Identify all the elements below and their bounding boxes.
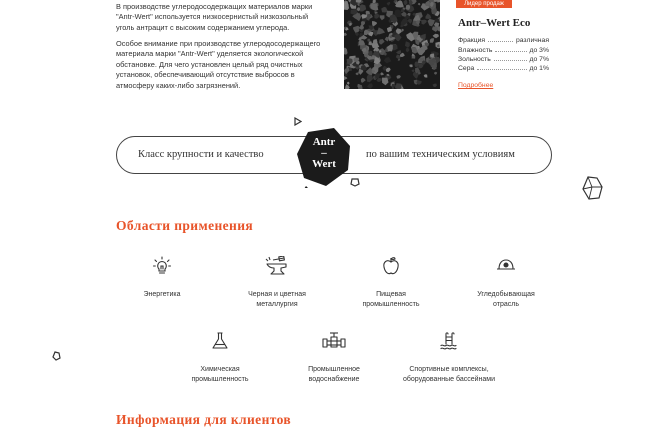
coal-lump — [361, 78, 366, 83]
coal-lump — [345, 84, 350, 89]
coal-lump — [384, 57, 392, 63]
coal-lump — [425, 1, 430, 7]
coal-lump — [382, 78, 389, 86]
coal-lump — [428, 19, 435, 27]
coal-texture — [344, 0, 440, 89]
pool-icon — [439, 331, 459, 351]
coal-lump — [396, 55, 401, 59]
coal-lump — [367, 83, 373, 88]
coal-lump — [405, 5, 410, 10]
coal-lump — [396, 50, 401, 54]
coal-lump — [395, 83, 401, 89]
coal-lump — [398, 59, 401, 61]
coal-lump — [359, 40, 366, 45]
coal-lump — [425, 13, 431, 19]
banner-left-text: Класс крупности и качество — [138, 149, 264, 160]
application-item-metallurgy — [222, 256, 332, 309]
coal-lump — [411, 69, 414, 72]
coal-lump — [432, 26, 438, 32]
application-label: Энергетика — [143, 291, 181, 298]
spec-row-ash: Зольность до 7% — [458, 56, 549, 63]
coal-lump — [396, 75, 401, 79]
coal-lump — [418, 3, 421, 5]
coal-lump — [407, 19, 412, 24]
coal-lump — [368, 41, 372, 45]
product-more-link[interactable]: Подробнее — [458, 82, 494, 89]
banner-right-text: по вашим техническим условиям — [366, 149, 515, 160]
coal-lump — [387, 44, 393, 51]
coal-lump — [430, 38, 434, 42]
spec-row-moisture: Влажность до 3% — [458, 47, 549, 54]
application-label: Промышленное водоснабжение — [308, 366, 360, 383]
application-label: Угледобывающая отрасль — [477, 291, 535, 308]
coal-lump — [344, 1, 349, 10]
coal-lump — [377, 78, 382, 82]
coal-lump — [385, 37, 389, 42]
coal-lump — [433, 84, 437, 88]
application-item-energy — [107, 256, 217, 300]
intro-paragraph-1: В производстве углеродосодержащих материалов марки "Antr-Wert" используется низкосернистый низкозольный уголь антрацит с высоким содержанием углерода. — [116, 2, 313, 32]
coal-lump — [372, 21, 377, 26]
application-label: Химическая промышленность — [191, 366, 249, 383]
coal-lump — [344, 76, 347, 80]
application-label: Черная и цветная металлургия — [248, 291, 306, 308]
coal-lump — [356, 72, 359, 75]
coal-lump — [380, 15, 385, 20]
coal-lump — [412, 13, 415, 16]
coal-lump — [421, 20, 427, 25]
coal-lump — [401, 29, 403, 32]
coal-lump — [389, 20, 393, 23]
coal-lump — [374, 13, 379, 19]
anvil-icon — [264, 256, 290, 276]
lightbulb-icon — [152, 256, 172, 276]
logo-text: Antr – Wert — [312, 136, 336, 170]
coal-lump — [381, 7, 388, 13]
rock-decor-icon — [350, 178, 360, 187]
application-item-water-supply — [279, 331, 389, 384]
coal-lump — [377, 27, 386, 34]
coal-product-image — [344, 0, 440, 89]
coal-lump — [433, 34, 439, 39]
application-item-sports-pools — [394, 331, 504, 384]
coal-lump — [400, 53, 405, 57]
applications-section-title: Области применения — [116, 218, 254, 233]
coal-lump — [403, 0, 407, 5]
triangle-decor-icon — [294, 117, 302, 126]
pebble-decor-icon — [52, 351, 61, 361]
spec-row-sulfur: Сера до 1% — [458, 65, 549, 72]
coal-lump — [409, 65, 413, 68]
coal-lump — [406, 48, 409, 53]
coal-lump — [387, 2, 391, 6]
coal-lump — [424, 74, 428, 77]
coal-lump — [380, 72, 384, 75]
coal-lump — [375, 73, 380, 79]
application-item-chemical — [165, 331, 275, 384]
flask-icon — [210, 331, 230, 351]
coal-lump — [344, 33, 347, 36]
coal-lump — [379, 39, 385, 45]
miner-helmet-icon — [496, 256, 516, 276]
coal-lump — [415, 40, 420, 46]
apple-icon — [381, 256, 401, 276]
application-item-coal-mining — [451, 256, 561, 309]
bestseller-badge: Лидер продаж — [456, 0, 512, 8]
spec-row-fraction: Фракция различная — [458, 37, 549, 44]
coal-lump — [367, 75, 373, 83]
coal-lump — [405, 41, 410, 48]
application-label: Пищевая промышленность — [362, 291, 420, 308]
rock-outline-decor-icon — [580, 175, 604, 201]
application-item-food — [336, 256, 446, 309]
intro-paragraph-2: Особое внимание при производстве углеродосодержащего материала марки "Antr-Wert" уделяется экологической обстановке. Для чего установлен целый ряд очистных установок, обеспечивающий отсутствие выбросов в атмосферу каких-либо загрязнений. — [116, 39, 321, 90]
application-label: Спортивные комплексы, оборудованные бассейнами — [402, 366, 495, 383]
coal-lump — [434, 72, 437, 75]
coal-lump — [347, 82, 350, 85]
pipe-valve-icon — [322, 331, 346, 351]
client-info-section-title: Информация для клиентов — [116, 412, 292, 427]
coal-lump — [361, 21, 365, 25]
coal-lump — [360, 4, 366, 11]
coal-lump — [367, 39, 370, 42]
coal-lump — [401, 12, 407, 17]
product-title: Antr–Wert Eco — [458, 17, 531, 29]
